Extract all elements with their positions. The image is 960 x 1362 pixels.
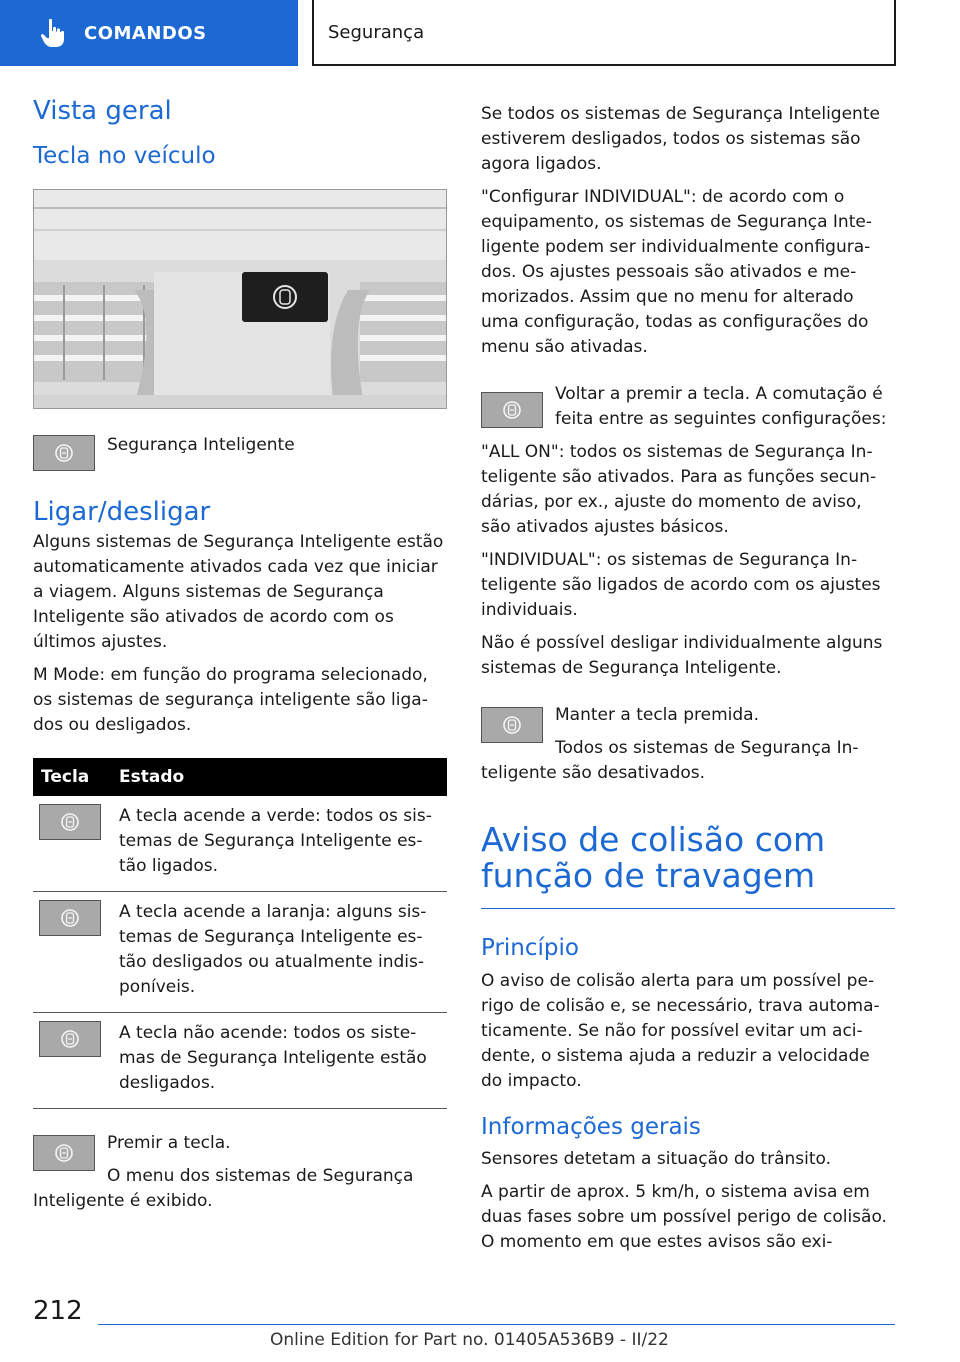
driver-assist-icon <box>61 1027 79 1051</box>
paragraph-warning-phases: A partir de aprox. 5 km/h, o sistema avisa em duas fases sobre um possível perigo de colisão. O momento em que estes avisos são exi- <box>481 1182 887 1253</box>
driver-assist-icon <box>503 713 521 737</box>
table-row <box>33 1012 447 1108</box>
state-green: A tecla acende a verde: todos os sistemas de Segurança Inteligente estão ligados. <box>119 805 432 876</box>
table-cell-state <box>111 796 447 892</box>
heading-collision-warning: Aviso de colisão com função de travagem <box>481 820 826 895</box>
menu-displayed-line: O menu dos sistemas de Segurança Inteligente é exibido. <box>33 1165 414 1211</box>
hand-pointer-icon <box>40 18 66 48</box>
paragraph-configure-individual: "Configurar INDIVIDUAL": de acordo com o equipamento, os sistemas de Segurança Inteligente podem ser individualmente configurados. Os ajustes pessoais são ativados e memorizados. Assim que no menu for alterado uma configuração, todas as configurações do menu são ativadas. <box>481 187 872 357</box>
press-again-block <box>481 382 895 432</box>
footer-rule <box>98 1324 895 1325</box>
paragraph-principle: O aviso de colisão alerta para um possível perigo de colisão e, se necessário, trava automaticamente. Se não for possível evitar um acidente, o sistema ajuda a reduzir a velocidade do impacto. <box>481 970 880 1091</box>
heading-principle: Princípio <box>481 935 579 961</box>
heading-on-off: Ligar/desligar <box>33 496 211 527</box>
table-header-row <box>33 758 447 796</box>
safety-key-image <box>39 1021 101 1057</box>
paragraph-all-off: Se todos os sistemas de Segurança Inteligente estiverem desligados, todos os sistemas são agora ligados. <box>481 104 880 174</box>
paragraph-onoff-2: M Mode: em função do programa selecionado, os sistemas de segurança inteligente são ligados ou desligados. <box>33 664 428 735</box>
table-cell-key <box>33 1012 111 1108</box>
paragraph-sensors: Sensores detetam a situação do trânsito. <box>481 1149 832 1170</box>
safety-key-image <box>33 1135 95 1171</box>
heading-key-in-vehicle: Tecla no veículo <box>33 143 216 170</box>
vehicle-key-photo <box>33 189 447 409</box>
driver-assist-icon <box>55 1141 73 1165</box>
paragraph-hold-key: Manter a tecla premida. <box>555 705 759 725</box>
state-orange: A tecla acende a laranja: alguns sistemas de Segurança Inteligente estão desligados ou atualmente indisponíveis. <box>119 901 427 997</box>
table-cell-state <box>111 891 447 1012</box>
key-status-table <box>33 758 447 1109</box>
table-header-state: Estado <box>111 758 447 796</box>
driver-assist-icon <box>503 398 521 422</box>
paragraph-all-on: "ALL ON": todos os sistemas de Segurança Inteligente são ativados. Para as funções secundárias, por ex., ajuste do momento de aviso, são ativados ajustes básicos. <box>481 442 877 537</box>
table-row <box>33 891 447 1012</box>
paragraph-all-deactivated: Todos os sistemas de Segurança Inteligente são desativados. <box>481 738 859 783</box>
dashboard-vent-illustration <box>34 190 447 409</box>
safety-key-image <box>481 707 543 743</box>
safety-key-image <box>481 392 543 428</box>
driver-assist-icon <box>61 810 79 834</box>
table-cell-key <box>33 796 111 892</box>
key-caption-block <box>33 431 447 475</box>
chapter-title: COMANDOS <box>84 22 207 44</box>
driver-assist-icon <box>61 906 79 930</box>
press-key-line: Premir a tecla. <box>107 1132 231 1153</box>
paragraph-onoff-1: Alguns sistemas de Segurança Inteligente estão automaticamente ativados cada vez que iniciar a viagem. Alguns sistemas de Segurança Inteligente são ativados de acordo com os últimos ajustes. <box>33 531 444 652</box>
section-title: Segurança <box>312 0 896 66</box>
safety-key-image <box>33 435 95 471</box>
heading-general-info: Informações gerais <box>481 1113 701 1140</box>
table-cell-state <box>111 1012 447 1108</box>
paragraph-individual: "INDIVIDUAL": os sistemas de Segurança Inteligente são ligados de acordo com os ajustes individuais. <box>481 550 881 620</box>
heading-overview: Vista geral <box>33 96 172 126</box>
paragraph-press-again: Voltar a premir a tecla. A comutação é feita entre as seguintes configurações: <box>555 384 887 429</box>
table-header-key: Tecla <box>33 758 111 796</box>
safety-key-image <box>39 900 101 936</box>
table-cell-key <box>33 891 111 1012</box>
chapter-tab[interactable] <box>0 0 298 66</box>
key-caption: Segurança Inteligente <box>107 434 295 455</box>
page-number: 212 <box>33 1296 83 1326</box>
press-key-block <box>33 1131 447 1214</box>
table-row <box>33 796 447 892</box>
left-column <box>33 96 447 1214</box>
hold-key-block <box>481 703 895 786</box>
state-off: A tecla não acende: todos os sistemas de Segurança Inteligente estão desligados. <box>119 1022 427 1093</box>
edition-footer: Online Edition for Part no. 01405A536B9 - II/22 <box>270 1330 669 1350</box>
safety-key-image <box>39 804 101 840</box>
right-column <box>481 102 895 1255</box>
driver-assist-icon <box>55 441 73 465</box>
heading-underline <box>481 908 895 909</box>
paragraph-cannot-disable: Não é possível desligar individualmente alguns sistemas de Segurança Inteligente. <box>481 633 883 678</box>
